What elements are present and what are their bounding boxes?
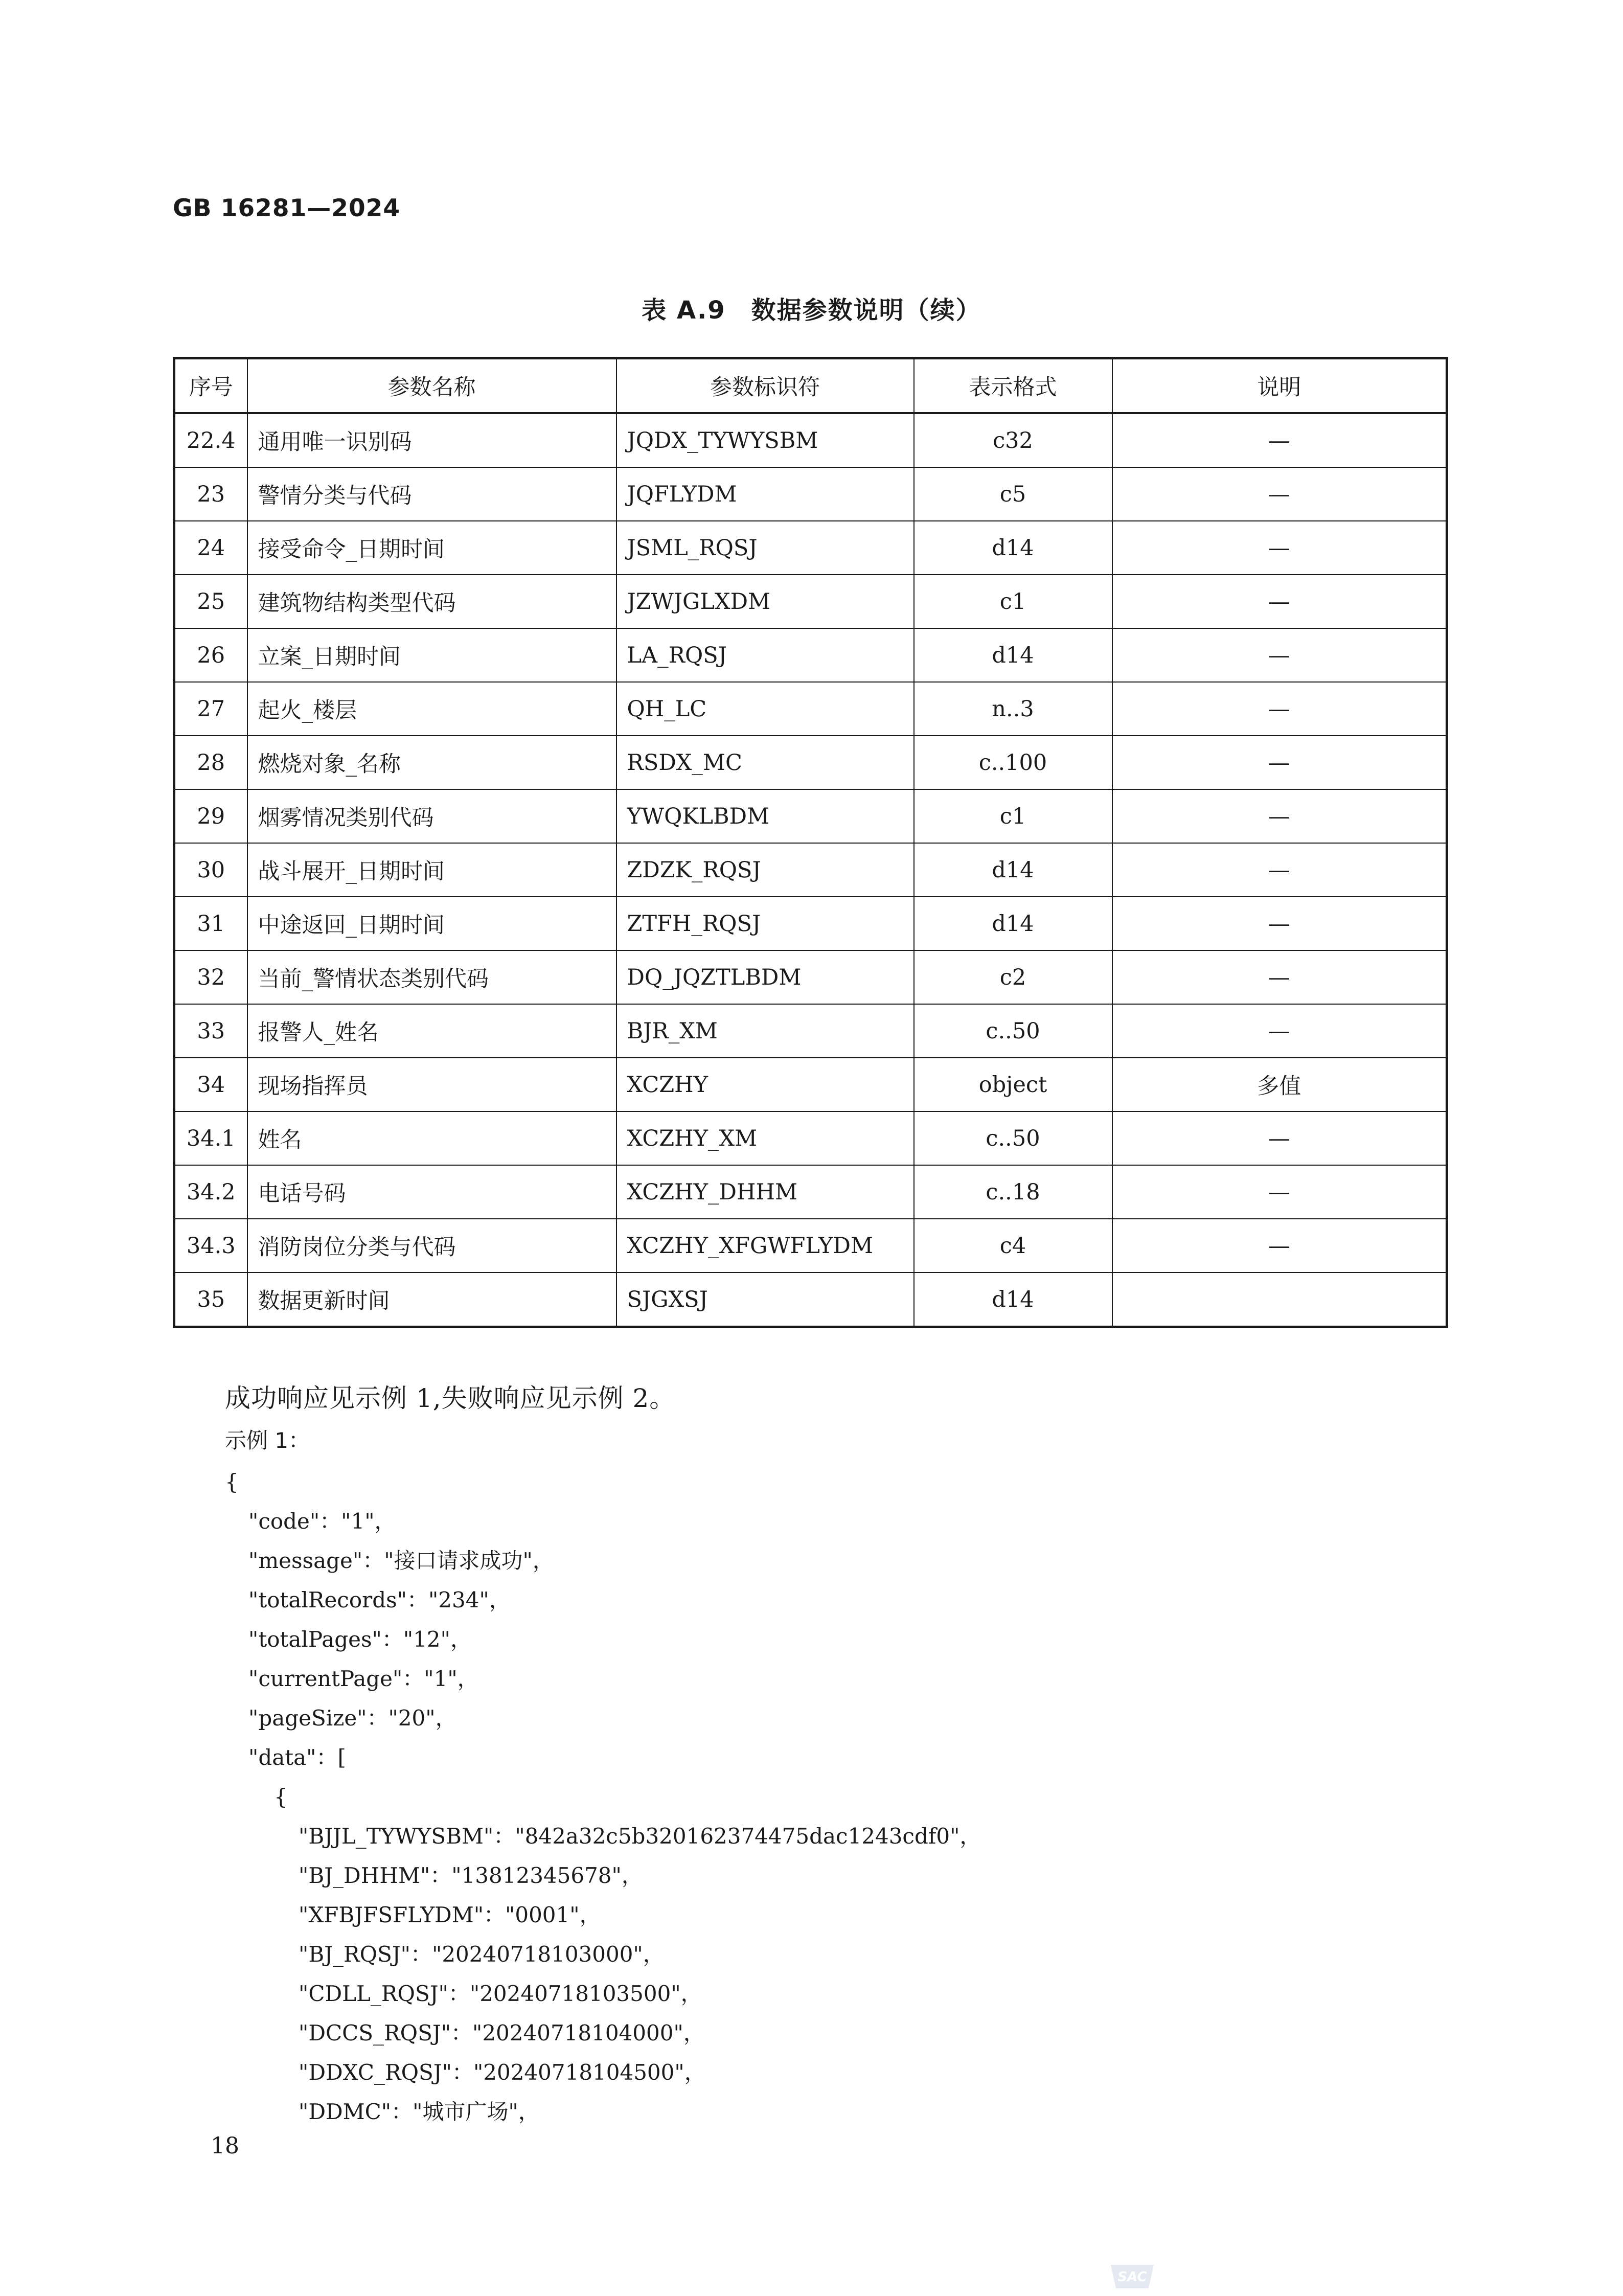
row-format: c1 <box>914 575 1112 628</box>
row-name: 消防岗位分类与代码 <box>247 1219 616 1272</box>
code-line: "DDMC"："城市广场"， <box>299 2099 540 2124</box>
row-name: 中途返回_日期时间 <box>247 897 616 950</box>
row-note: — <box>1112 736 1447 789</box>
table-row <box>174 1165 1447 1219</box>
row-format: c..100 <box>914 736 1112 789</box>
table-row <box>174 1272 1447 1327</box>
row-name: 警情分类与代码 <box>247 467 616 521</box>
row-note <box>1112 1272 1447 1327</box>
row-name: 数据更新时间 <box>247 1272 616 1327</box>
code-line: "XFBJFSFLYDM"："0001"， <box>299 1902 601 1927</box>
table-title: 表 A.9 数据参数说明（续） <box>642 296 981 325</box>
code-line: "currentPage"："1"， <box>248 1666 479 1691</box>
row-name: 接受命令_日期时间 <box>247 521 616 575</box>
row-note: — <box>1112 1111 1447 1165</box>
table-row <box>174 1004 1447 1058</box>
row-note: — <box>1112 789 1447 843</box>
row-format: d14 <box>914 897 1112 950</box>
row-no: 26 <box>174 628 247 682</box>
row-name: 报警人_姓名 <box>247 1004 616 1058</box>
row-no: 25 <box>174 575 247 628</box>
row-no: 30 <box>174 843 247 897</box>
col-header-name: 参数名称 <box>247 358 616 414</box>
row-identifier: ZTFH_RQSJ <box>616 897 914 950</box>
row-name: 烟雾情况类别代码 <box>247 789 616 843</box>
row-name: 起火_楼层 <box>247 682 616 736</box>
code-line: "pageSize"："20"， <box>248 1706 457 1731</box>
row-no: 23 <box>174 467 247 521</box>
row-format: c4 <box>914 1219 1112 1272</box>
row-identifier: XCZHY_XFGWFLYDM <box>616 1219 914 1272</box>
row-note: — <box>1112 521 1447 575</box>
row-name: 当前_警情状态类别代码 <box>247 950 616 1004</box>
row-note: — <box>1112 1165 1447 1219</box>
table-row <box>174 1219 1447 1272</box>
row-no: 34.3 <box>174 1219 247 1272</box>
table-row <box>174 843 1447 897</box>
col-header-format: 表示格式 <box>914 358 1112 414</box>
row-format: d14 <box>914 1272 1112 1327</box>
row-format: c..50 <box>914 1004 1112 1058</box>
row-name: 通用唯一识别码 <box>247 413 616 467</box>
code-line: "totalRecords"："234"， <box>248 1587 511 1612</box>
table-row <box>174 950 1447 1004</box>
row-name: 建筑物结构类型代码 <box>247 575 616 628</box>
row-name: 燃烧对象_名称 <box>247 736 616 789</box>
row-identifier: LA_RQSJ <box>616 628 914 682</box>
row-format: c5 <box>914 467 1112 521</box>
row-format: d14 <box>914 628 1112 682</box>
code-line: "DDXC_RQSJ"："20240718104500"， <box>299 2060 706 2085</box>
row-name: 电话号码 <box>247 1165 616 1219</box>
row-format: c32 <box>914 413 1112 467</box>
standard-id: GB 16281—2024 <box>173 194 401 222</box>
row-note: — <box>1112 950 1447 1004</box>
row-no: 27 <box>174 682 247 736</box>
row-identifier: DQ_JQZTLBDM <box>616 950 914 1004</box>
table-row <box>174 897 1447 950</box>
row-no: 35 <box>174 1272 247 1327</box>
response-description: 成功响应见示例 1,失败响应见示例 2。 <box>225 1383 676 1413</box>
row-identifier: XCZHY_DHHM <box>616 1165 914 1219</box>
row-name: 立案_日期时间 <box>247 628 616 682</box>
table-row <box>174 1111 1447 1165</box>
row-identifier: ZDZK_RQSJ <box>616 843 914 897</box>
row-identifier: RSDX_MC <box>616 736 914 789</box>
row-no: 34.1 <box>174 1111 247 1165</box>
row-identifier: XCZHY_XM <box>616 1111 914 1165</box>
row-note: 多值 <box>1112 1058 1447 1111</box>
row-identifier: XCZHY <box>616 1058 914 1111</box>
code-line: "CDLL_RQSJ"："20240718103500"， <box>299 1981 702 2006</box>
row-no: 33 <box>174 1004 247 1058</box>
row-identifier: QH_LC <box>616 682 914 736</box>
table-row <box>174 628 1447 682</box>
row-no: 28 <box>174 736 247 789</box>
sac-watermark-icon <box>1107 2260 1158 2293</box>
table-row <box>174 789 1447 843</box>
row-no: 22.4 <box>174 413 247 467</box>
row-identifier: YWQKLBDM <box>616 789 914 843</box>
row-name: 现场指挥员 <box>247 1058 616 1111</box>
example-label: 示例 1： <box>225 1428 310 1453</box>
row-note: — <box>1112 413 1447 467</box>
row-format: c1 <box>914 789 1112 843</box>
row-no: 24 <box>174 521 247 575</box>
code-line: "BJ_DHHM"："13812345678"， <box>299 1863 643 1888</box>
row-name: 姓名 <box>247 1111 616 1165</box>
row-no: 31 <box>174 897 247 950</box>
row-note: — <box>1112 897 1447 950</box>
table-row <box>174 682 1447 736</box>
row-note: — <box>1112 628 1447 682</box>
row-name: 战斗展开_日期时间 <box>247 843 616 897</box>
table-row <box>174 736 1447 789</box>
row-identifier: BJR_XM <box>616 1004 914 1058</box>
row-no: 29 <box>174 789 247 843</box>
table-header-row <box>174 358 1447 414</box>
row-note: — <box>1112 467 1447 521</box>
code-line: "BJ_RQSJ"："20240718103000"， <box>299 1942 665 1967</box>
row-format: c..50 <box>914 1111 1112 1165</box>
watermark-text: SAC <box>1117 2269 1147 2285</box>
row-note: — <box>1112 575 1447 628</box>
row-no: 32 <box>174 950 247 1004</box>
row-no: 34.2 <box>174 1165 247 1219</box>
row-identifier: JSML_RQSJ <box>616 521 914 575</box>
col-header-no: 序号 <box>174 358 247 414</box>
code-example <box>225 1462 981 2131</box>
row-identifier: JZWJGLXDM <box>616 575 914 628</box>
table-row <box>174 413 1447 467</box>
row-format: n..3 <box>914 682 1112 736</box>
table-row <box>174 521 1447 575</box>
table-row <box>174 575 1447 628</box>
code-line: "BJJL_TYWYSBM"："842a32c5b320162374475dac1243cdf0"， <box>299 1824 981 1849</box>
row-note: — <box>1112 1219 1447 1272</box>
col-header-note: 说明 <box>1112 358 1447 414</box>
row-format: d14 <box>914 521 1112 575</box>
row-note: — <box>1112 843 1447 897</box>
row-identifier: JQDX_TYWYSBM <box>616 413 914 467</box>
row-no: 34 <box>174 1058 247 1111</box>
code-line: "DCCS_RQSJ"："20240718104000"， <box>299 2020 705 2045</box>
row-note: — <box>1112 682 1447 736</box>
code-line: { <box>225 1469 239 1494</box>
code-line: { <box>274 1784 288 1809</box>
row-format: c2 <box>914 950 1112 1004</box>
code-line: "code"："1"， <box>248 1509 396 1534</box>
col-header-identifier: 参数标识符 <box>616 358 914 414</box>
row-format: d14 <box>914 843 1112 897</box>
page-number: 18 <box>211 2133 239 2159</box>
code-line: "totalPages"："12"， <box>248 1627 472 1652</box>
row-note: — <box>1112 1004 1447 1058</box>
row-format: c..18 <box>914 1165 1112 1219</box>
row-format: object <box>914 1058 1112 1111</box>
row-identifier: SJGXSJ <box>616 1272 914 1327</box>
code-line: "data"：[ <box>248 1745 346 1770</box>
parameter-table <box>173 357 1448 1328</box>
table-row <box>174 1058 1447 1111</box>
code-line: "message"："接口请求成功"， <box>248 1548 554 1573</box>
table-row <box>174 467 1447 521</box>
row-identifier: JQFLYDM <box>616 467 914 521</box>
